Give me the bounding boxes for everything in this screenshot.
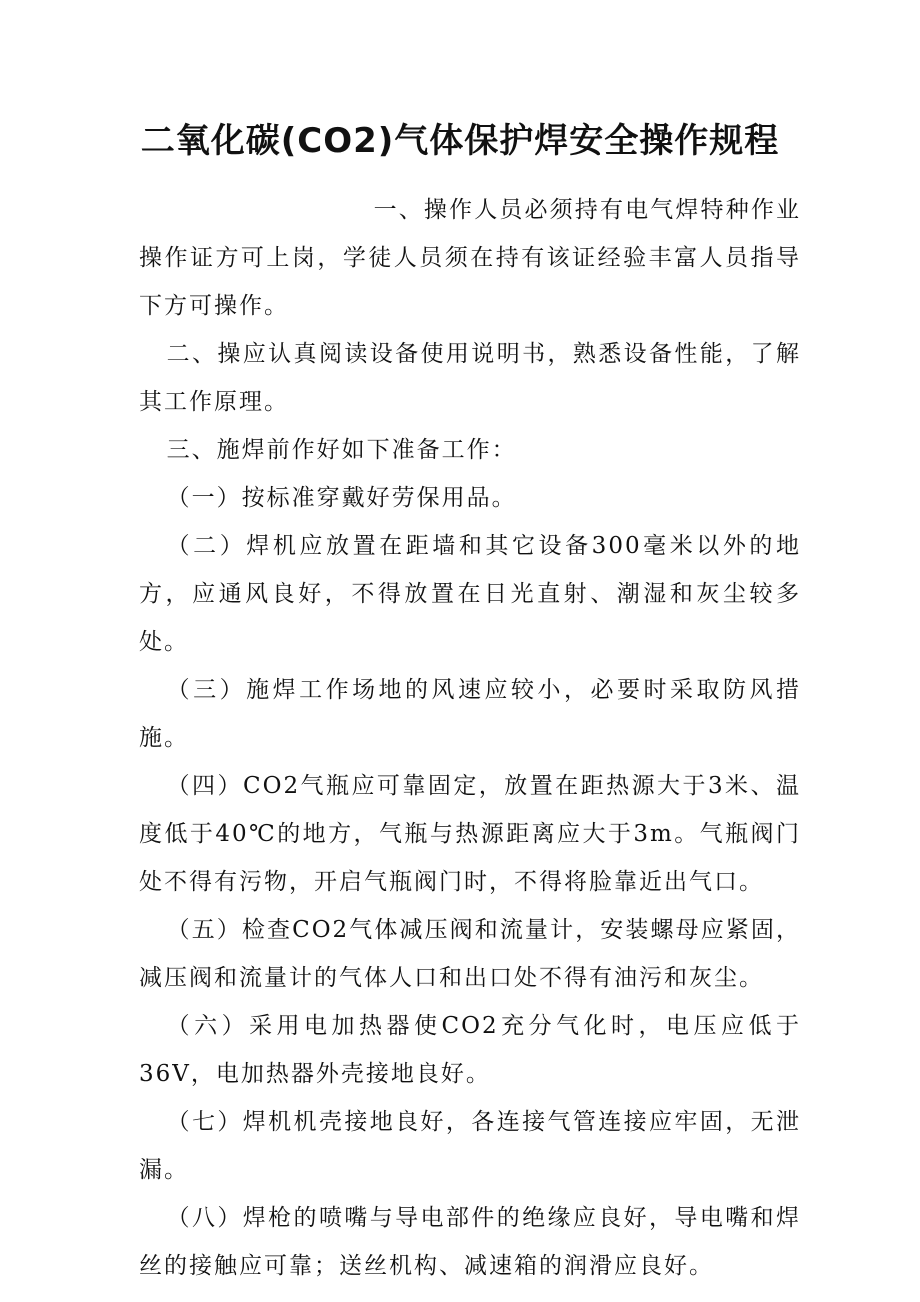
paragraph-10: （七）焊机机壳接地良好，各连接气管连接应牢固，无泄漏。	[139, 1109, 801, 1183]
paragraph-2: 二、操应认真阅读设备使用说明书，熟悉设备性能，了解其工作原理。	[139, 341, 801, 415]
document-title: 二氧化碳(CO2)气体保护焊安全操作规程	[140, 121, 780, 161]
paragraph-3: 三、施焊前作好如下准备工作：	[166, 437, 517, 463]
document-body	[139, 186, 801, 1290]
paragraph-4: （一）按标准穿戴好劳保用品。	[166, 485, 517, 511]
paragraph-6: （三）施焊工作场地的风速应较小，必要时采取防风措施。	[139, 677, 801, 751]
paragraph-7: （四）CO2气瓶应可靠固定，放置在距热源大于3米、温度低于40℃的地方，气瓶与热源距离应大于3m。气瓶阀门处不得有污物，开启气瓶阀门时，不得将脸靠近出气口。	[139, 773, 801, 895]
paragraph-5: （二）焊机应放置在距墙和其它设备300毫米以外的地方，应通风良好，不得放置在日光直射、潮湿和灰尘较多处。	[139, 533, 801, 655]
paragraph-8: （五）检查CO2气体减压阀和流量计，安装螺母应紧固，减压阀和流量计的气体人口和出口处不得有油污和灰尘。	[139, 917, 801, 991]
paragraph-9: （六）采用电加热器使CO2充分气化时，电压应低于36V，电加热器外壳接地良好。	[139, 1013, 801, 1087]
paragraph-1: 一、操作人员必须持有电气焊特种作业操作证方可上岗，学徒人员须在持有该证经验丰富人员指导下方可操作。	[139, 197, 801, 319]
paragraph-11: （八）焊枪的喷嘴与导电部件的绝缘应良好，导电嘴和焊丝的接触应可靠；送丝机构、减速箱的润滑应良好。	[139, 1205, 801, 1279]
